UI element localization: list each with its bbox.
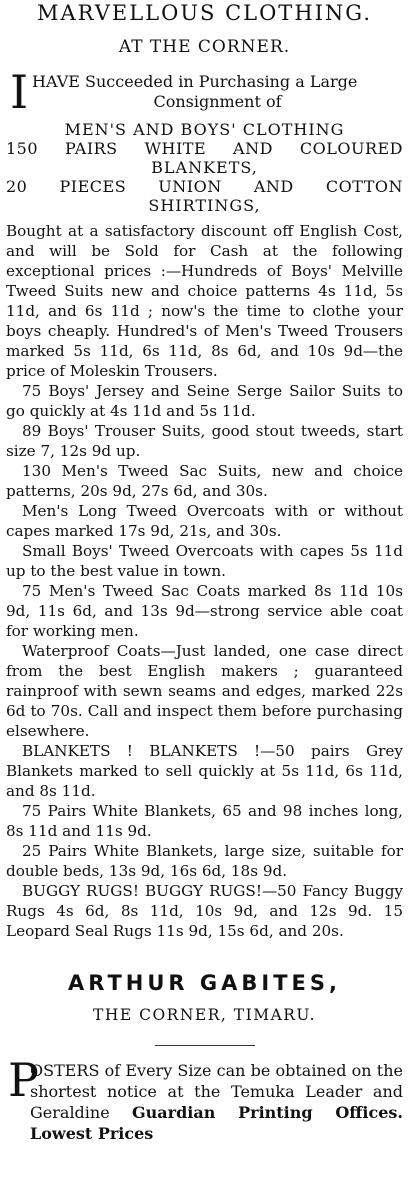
intro-dropcap: I bbox=[10, 65, 29, 119]
paragraph: 75 Men's Tweed Sac Coats marked 8s 11d 10s 9d, 11s 6d, and 13s 9d—strong service able coat for working men. bbox=[6, 582, 403, 640]
caps-line: SHIRTINGS, bbox=[148, 196, 261, 215]
paragraph: BUGGY RUGS! BUGGY RUGS!—50 Fancy Buggy Rugs 4s 6d, 8s 11d, 10s 9d, and 12s 9d. 15 Leopard Seal Rugs 11s 9d, 15s 6d, and 20s. bbox=[6, 882, 403, 940]
intro-block bbox=[6, 65, 403, 119]
paragraph: 89 Boys' Trouser Suits, good stout tweeds, start size 7, 12s 9d up. bbox=[6, 422, 403, 460]
merchant-name: ARTHUR GABITES, bbox=[68, 971, 341, 995]
paragraph: 25 Pairs White Blankets, large size, suitable for double beds, 13s 9d, 16s 6d, 18s 9d. bbox=[6, 842, 403, 880]
caps-line: BLANKETS, bbox=[151, 158, 258, 177]
caps-line: MEN'S AND BOYS' CLOTHING bbox=[64, 120, 345, 139]
paragraph: Small Boys' Tweed Overcoats with capes 5s 11d up to the best value in town. bbox=[6, 542, 403, 580]
ad-subtitle: AT THE CORNER. bbox=[118, 37, 291, 57]
printing-notice bbox=[6, 1053, 403, 1144]
caps-line: 150 PAIRS WHITE AND COLOURED bbox=[6, 139, 403, 158]
ad-body bbox=[6, 221, 403, 941]
paragraph: BLANKETS ! BLANKETS !—50 pairs Grey Blankets marked to sell quickly at 5s 11d, 6s 11d, and 8s 11d. bbox=[6, 742, 403, 800]
advertisement-page bbox=[0, 2, 409, 1200]
notice-tail: Guardian Printing Offices. Lowest Prices bbox=[30, 1103, 403, 1143]
paragraph: 75 Boys' Jersey and Seine Serge Sailor Suits to go quickly at 4s 11d and 5s 11d. bbox=[6, 382, 403, 420]
intro-line-2: Consignment of bbox=[153, 92, 282, 111]
paragraph: 130 Men's Tweed Sac Suits, new and choice patterns, 20s 9d, 27s 6d, and 30s. bbox=[6, 462, 403, 500]
notice-dropcap: P bbox=[8, 1053, 39, 1107]
paragraph: Waterproof Coats—Just landed, one case direct from the best English makers ; guaranteed rainproof with sewn seams and edges, marked 22s 6d to 70s. Call and inspect them before purchasing elsewhere. bbox=[6, 642, 403, 740]
paragraph: 75 Pairs White Blankets, 65 and 98 inches long, 8s 11d and 11s 9d. bbox=[6, 802, 403, 840]
divider bbox=[155, 1045, 255, 1046]
paragraph: Men's Long Tweed Overcoats with or without capes marked 17s 9d, 21s, and 30s. bbox=[6, 502, 403, 540]
intro-line-1: HAVE Succeeded in Purchasing a Large bbox=[32, 72, 358, 91]
notice-body bbox=[6, 1053, 403, 1144]
paragraph: Bought at a satisfactory discount off English Cost, and will be Sold for Cash at the following exceptional prices :—Hundreds of Boys' Melville Tweed Suits new and choice patterns 4s 11d, 5s 11d, and 6s 11d ; now's the time to clothe your boys cheaply. Hundred's of Men's Tweed Trousers marked 5s 11d, 6s 11d, 8s 6d, and 10s 9d—the price of Moleskin Trousers. bbox=[6, 222, 403, 380]
notice-text: OSTERS of Every Size can be obtained on the shortest notice at the Temuka Leader and Geraldine bbox=[30, 1061, 403, 1122]
caps-line: 20 PIECES UNION AND COTTON bbox=[6, 177, 403, 196]
merchant-address: THE CORNER, TIMARU. bbox=[93, 1006, 316, 1024]
ad-title: MARVELLOUS CLOTHING. bbox=[36, 1, 372, 25]
